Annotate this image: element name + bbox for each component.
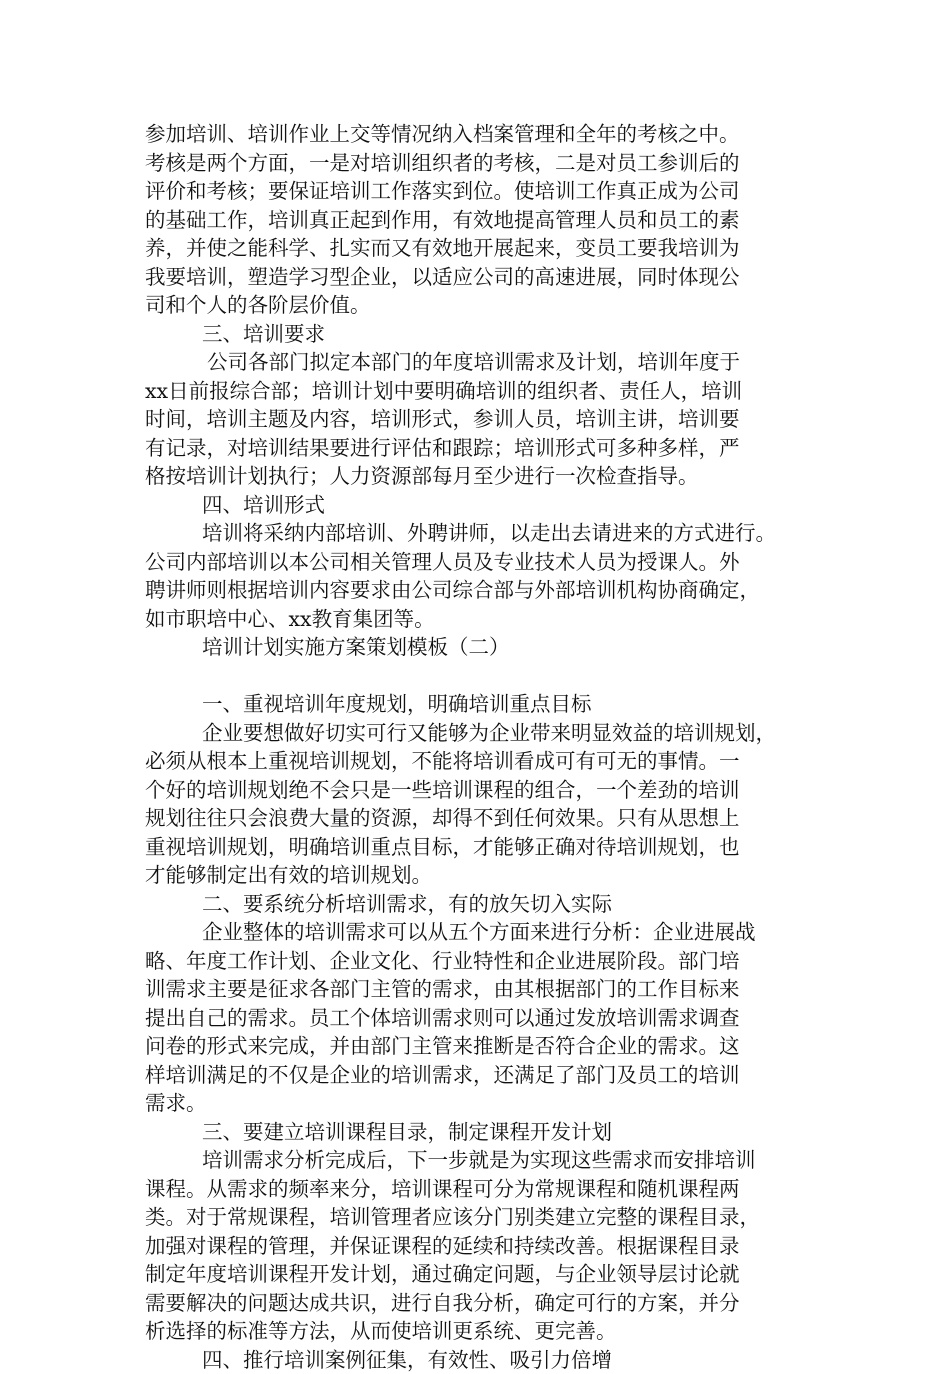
paragraph-line: 企业要想做好切实可行又能够为企业带来明显效益的培训规划， xyxy=(145,719,835,748)
paragraph-line: 考核是两个方面，一是对培训组织者的考核，二是对员工参训后的 xyxy=(145,149,835,178)
section-heading: 三、要建立培训课程目录，制定课程开发计划 xyxy=(145,1118,835,1147)
blank-line xyxy=(145,662,835,691)
paragraph-line: 的基础工作，培训真正起到作用，有效地提高管理人员和员工的素 xyxy=(145,206,835,235)
document-subtitle: 培训计划实施方案策划模板（二） xyxy=(145,633,835,662)
section-heading: 四、培训形式 xyxy=(145,491,835,520)
paragraph-line: 才能够制定出有效的培训规划。 xyxy=(145,861,835,890)
paragraph-line: 公司各部门拟定本部门的年度培训需求及计划，培训年度于 xyxy=(145,348,835,377)
paragraph-line: 评价和考核；要保证培训工作落实到位。使培训工作真正成为公司 xyxy=(145,177,835,206)
paragraph-line: 类。对于常规课程，培训管理者应该分门别类建立完整的课程目录， xyxy=(145,1203,835,1232)
paragraph-line: 如市职培中心、xx教育集团等。 xyxy=(145,605,835,634)
paragraph-line: xx日前报综合部；培训计划中要明确培训的组织者、责任人，培训 xyxy=(145,377,835,406)
section-heading: 一、重视培训年度规划，明确培训重点目标 xyxy=(145,690,835,719)
paragraph-line: 需求。 xyxy=(145,1089,835,1118)
section-heading: 四、推行培训案例征集，有效性、吸引力倍增 xyxy=(145,1346,835,1374)
paragraph-line: 课程。从需求的频率来分，培训课程可分为常规课程和随机课程两 xyxy=(145,1175,835,1204)
paragraph-line: 需要解决的问题达成共识，进行自我分析，确定可行的方案，并分 xyxy=(145,1289,835,1318)
paragraph-line: 我要培训，塑造学习型企业，以适应公司的高速进展，同时体现公 xyxy=(145,263,835,292)
paragraph-line: 公司内部培训以本公司相关管理人员及专业技术人员为授课人。外 xyxy=(145,548,835,577)
paragraph-line: 格按培训计划执行；人力资源部每月至少进行一次检查指导。 xyxy=(145,462,835,491)
paragraph-line: 训需求主要是征求各部门主管的需求，由其根据部门的工作目标来 xyxy=(145,975,835,1004)
paragraph-line: 加强对课程的管理，并保证课程的延续和持续改善。根据课程目录 xyxy=(145,1232,835,1261)
paragraph-line: 企业整体的培训需求可以从五个方面来进行分析：企业进展战 xyxy=(145,918,835,947)
paragraph-line: 重视培训规划，明确培训重点目标，才能够正确对待培训规划，也 xyxy=(145,833,835,862)
paragraph-line: 培训需求分析完成后，下一步就是为实现这些需求而安排培训 xyxy=(145,1146,835,1175)
document-body xyxy=(145,120,835,1374)
paragraph-line: 个好的培训规划绝不会只是一些培训课程的组合，一个差劲的培训 xyxy=(145,776,835,805)
paragraph-line: 培训将采纳内部培训、外聘讲师，以走出去请进来的方式进行。 xyxy=(145,519,835,548)
paragraph-line: 规划往往只会浪费大量的资源，却得不到任何效果。只有从思想上 xyxy=(145,804,835,833)
paragraph-line: 司和个人的各阶层价值。 xyxy=(145,291,835,320)
paragraph-line: 问卷的形式来完成，并由部门主管来推断是否符合企业的需求。这 xyxy=(145,1032,835,1061)
section-heading: 三、培训要求 xyxy=(145,320,835,349)
section-heading: 二、要系统分析培训需求，有的放矢切入实际 xyxy=(145,890,835,919)
paragraph-line: 参加培训、培训作业上交等情况纳入档案管理和全年的考核之中。 xyxy=(145,120,835,149)
paragraph-line: 必须从根本上重视培训规划，不能将培训看成可有可无的事情。一 xyxy=(145,747,835,776)
paragraph-line: 聘讲师则根据培训内容要求由公司综合部与外部培训机构协商确定， xyxy=(145,576,835,605)
paragraph-line: 制定年度培训课程开发计划，通过确定问题，与企业领导层讨论就 xyxy=(145,1260,835,1289)
paragraph-line: 时间，培训主题及内容，培训形式，参训人员，培训主讲，培训要 xyxy=(145,405,835,434)
paragraph-line: 养，并使之能科学、扎实而又有效地开展起来，变员工要我培训为 xyxy=(145,234,835,263)
paragraph-line: 样培训满足的不仅是企业的培训需求，还满足了部门及员工的培训 xyxy=(145,1061,835,1090)
paragraph-line: 析选择的标准等方法，从而使培训更系统、更完善。 xyxy=(145,1317,835,1346)
paragraph-line: 有记录，对培训结果要进行评估和跟踪；培训形式可多种多样，严 xyxy=(145,434,835,463)
paragraph-line: 提出自己的需求。员工个体培训需求则可以通过发放培训需求调查 xyxy=(145,1004,835,1033)
paragraph-line: 略、年度工作计划、企业文化、行业特性和企业进展阶段。部门培 xyxy=(145,947,835,976)
